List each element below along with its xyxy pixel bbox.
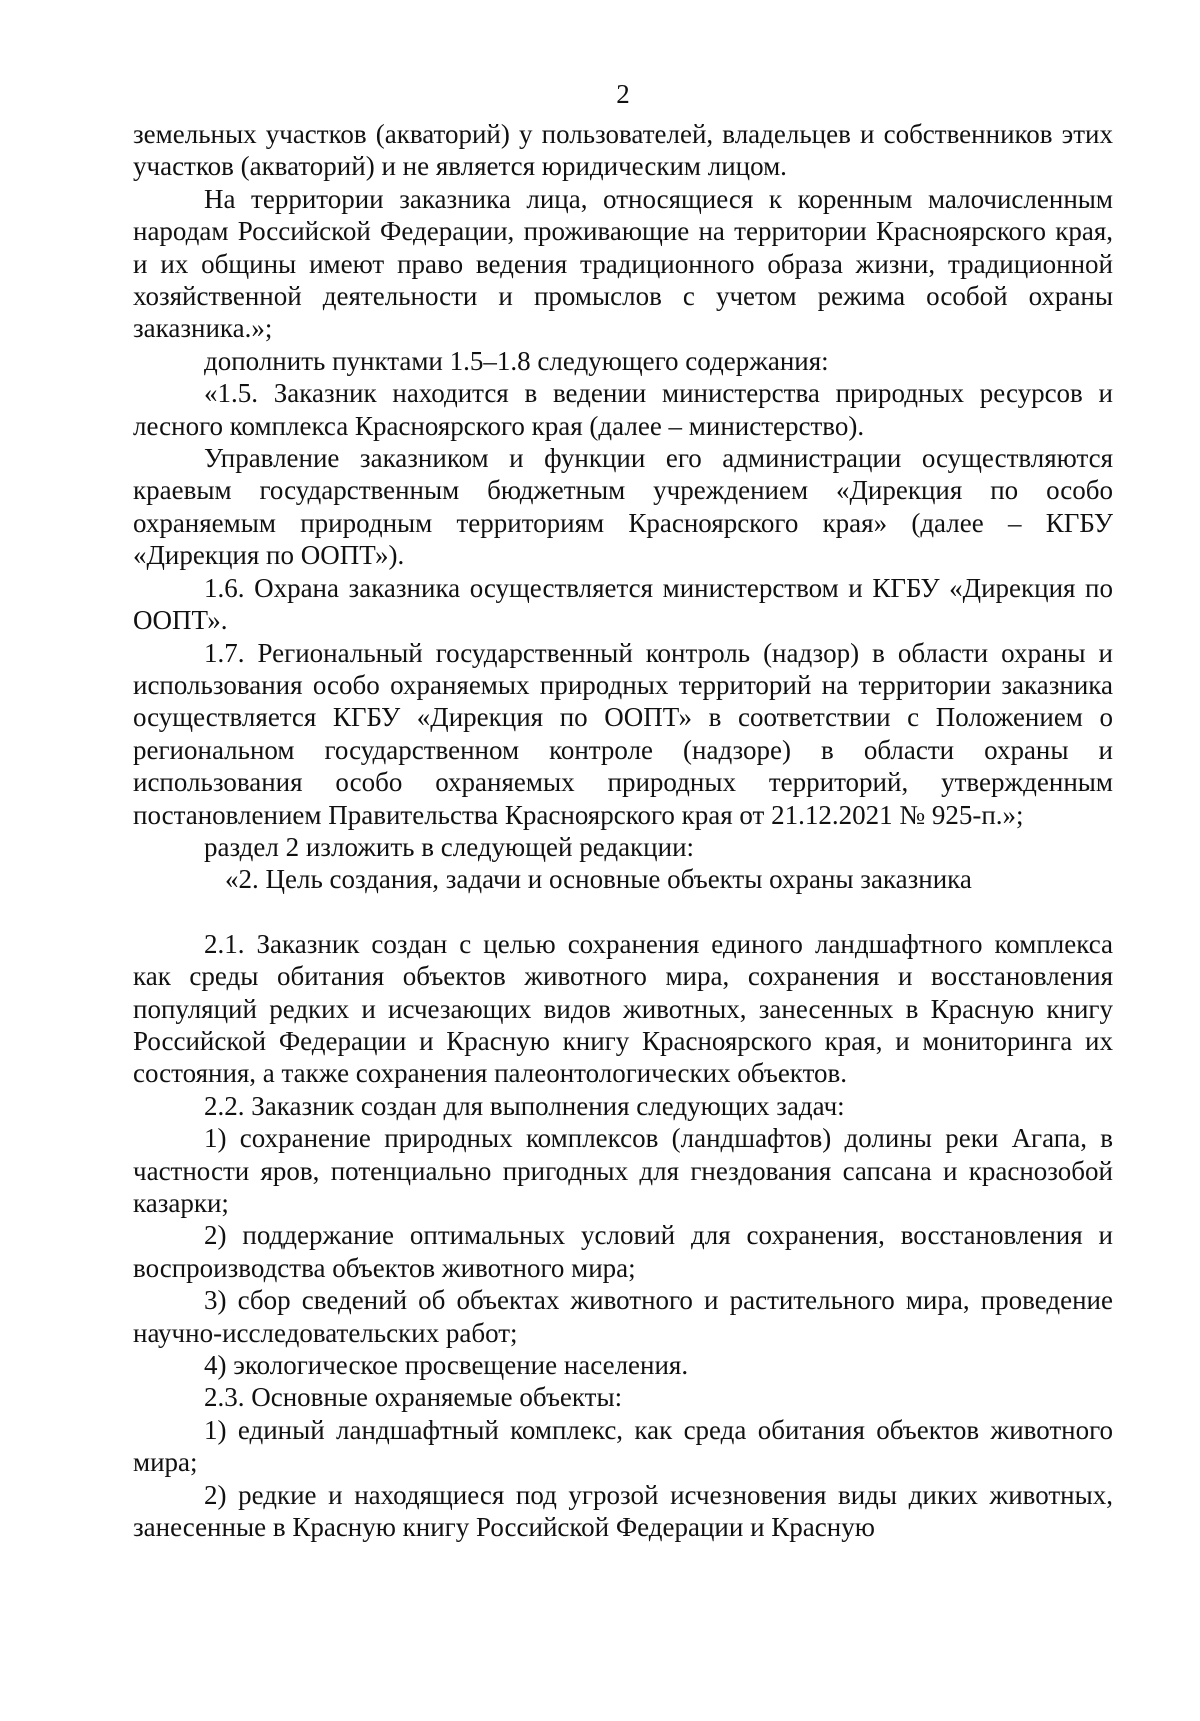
paragraph-clause-2-1: 2.1. Заказник создан с целью сохранения единого ландшафтного комплекса как среды обитания объектов животного мира, сохранения и восстановления популяций редких и исчезающих видов животных, занесенных в Красную книгу Российской Федерации и Красную книгу Красноярского края, и мониторинга их состояния, а также сохранения палеонтологических объектов. xyxy=(133,928,1113,1089)
list-item-object-2: 2) редкие и находящиеся под угрозой исчезновения виды диких животных, занесенные в Красную книгу Российской Федерации и Красную xyxy=(133,1479,1113,1543)
list-item-task-2: 2) поддержание оптимальных условий для сохранения, восстановления и воспроизводства объектов животного мира; xyxy=(133,1220,1113,1283)
paragraph-section-2-intro: раздел 2 изложить в следующей редакции: xyxy=(204,831,695,862)
paragraph-amend-clauses: дополнить пунктами 1.5–1.8 следующего содержания: xyxy=(204,345,829,376)
paragraph-clause-2-2: 2.2. Заказник создан для выполнения следующих задач: xyxy=(204,1090,845,1121)
blank-line xyxy=(133,896,1113,928)
list-item-object-1: 1) единый ландшафтный комплекс, как среда обитания объектов животного мира; xyxy=(133,1414,1113,1478)
document-body xyxy=(133,118,1113,1543)
paragraph-clause-2-3: 2.3. Основные охраняемые объекты: xyxy=(204,1382,623,1413)
paragraph-management: Управление заказником и функции его администрации осуществляются краевым государственным бюджетным учреждением «Дирекция по особо охраняемым природным территориям Красноярского края» (далее – КГБУ «Дирекция по ООПТ»). xyxy=(133,443,1113,571)
section-2-heading: «2. Цель создания, задачи и основные объекты охраны заказника xyxy=(225,864,972,895)
paragraph-clause-1-7: 1.7. Региональный государственный контроль (надзор) в области охраны и использования особо охраняемых природных территорий на территории заказника осуществляется КГБУ «Дирекция по ООПТ» в соответствии с Положением о региональном государственном контроле (надзоре) в области охраны и использования особо охраняемых природных территорий, утвержденным постановлением Правительства Красноярского края от 21.12.2021 № 925-п.»; xyxy=(133,637,1113,830)
page-number: 2 xyxy=(616,79,630,109)
paragraph-clause-1-5: «1.5. Заказник находится в ведении министерства природных ресурсов и лесного комплекса Красноярского края (далее – министерство). xyxy=(133,378,1113,441)
paragraph-continuation: земельных участков (акваторий) у пользователей, владельцев и собственников этих участков (акваторий) и не является юридическим лицом. xyxy=(133,119,1113,182)
paragraph-clause-1-6: 1.6. Охрана заказника осуществляется министерством и КГБУ «Дирекция по ООПТ». xyxy=(133,572,1113,636)
paragraph-indigenous-rights: На территории заказника лица, относящиеся к коренным малочисленным народам Российской Федерации, проживающие на территории Красноярского края, и их общины имеют право ведения традиционного образа жизни, традиционной хозяйственной деятельности и промыслов с учетом режима особой охраны заказника.»; xyxy=(133,183,1113,344)
list-item-task-4: 4) экологическое просвещение населения. xyxy=(204,1350,689,1381)
list-item-task-1: 1) сохранение природных комплексов (ландшафтов) долины реки Агапа, в частности яров, потенциально пригодных для гнездования сапсана и краснозобой казарки; xyxy=(133,1123,1113,1218)
list-item-task-3: 3) сбор сведений об объектах животного и растительного мира, проведение научно-исследовательских работ; xyxy=(133,1285,1113,1348)
